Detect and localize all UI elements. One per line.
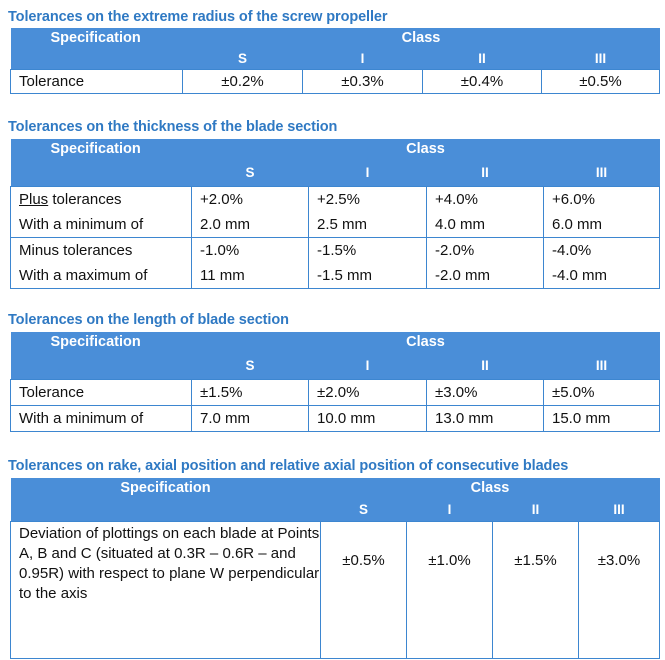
class-i-label: I [407,498,493,522]
value-iii: ±0.5% [542,70,660,94]
class-ii-label: II [423,48,542,70]
specification-header: Specification [11,139,192,159]
class-header: Class [192,332,660,352]
value-ii: ±3.0% [427,380,544,406]
table-row [11,212,660,238]
row-label: With a minimum of [11,406,192,432]
value-i: -1.5 mm [309,263,427,289]
table-extreme-radius [10,28,660,94]
value-ii: +4.0% [427,187,544,213]
value-s: ±1.5% [192,380,309,406]
class-labels-row [11,48,660,70]
value-i: ±1.0% [407,522,493,659]
section3-title: Tolerances on the length of blade section [8,312,289,328]
row-label: Tolerance [11,70,183,94]
class-header: Class [183,28,660,48]
section2-title: Tolerances on the thickness of the blade section [8,119,338,135]
table-row [11,406,660,432]
value-ii: 4.0 mm [427,212,544,238]
row-label: Deviation of plottings on each blade at Points A, B and C (situated at 0.3R – 0.6R – and 0.95R) with respect to plane W perpendicular to the axis [11,522,321,659]
value-iii: 15.0 mm [544,406,660,432]
class-iii-label: III [544,159,660,187]
value-s: 2.0 mm [192,212,309,238]
class-s-label: S [192,352,309,380]
value-s: -1.0% [192,238,309,264]
table-rake-axial-position [10,478,660,659]
class-s-label: S [321,498,407,522]
value-iii: -4.0% [544,238,660,264]
value-ii: 13.0 mm [427,406,544,432]
table-blade-length [10,332,660,432]
section1-title: Tolerances on the extreme radius of the screw propeller [8,9,388,25]
value-iii: 6.0 mm [544,212,660,238]
table-row [11,522,660,659]
class-s-label: S [183,48,303,70]
class-labels-row [11,498,660,522]
table-row [11,263,660,289]
value-iii: ±3.0% [579,522,660,659]
specification-header: Specification [11,28,183,48]
class-ii-label: II [493,498,579,522]
row-label: Tolerance [11,380,192,406]
plus-underlined: Plus [19,191,49,208]
value-i: 10.0 mm [309,406,427,432]
class-iii-label: III [542,48,660,70]
row-label [11,187,192,213]
class-header: Class [321,478,660,498]
value-s: 11 mm [192,263,309,289]
class-iii-label: III [544,352,660,380]
value-i: 2.5 mm [309,212,427,238]
class-i-label: I [309,159,427,187]
table-row [11,70,660,94]
row-label: Minus tolerances [11,238,192,264]
value-ii: -2.0 mm [427,263,544,289]
class-i-label: I [303,48,423,70]
value-ii: -2.0% [427,238,544,264]
table-row [11,380,660,406]
value-s: 7.0 mm [192,406,309,432]
table-header-row [11,139,660,159]
class-iii-label: III [579,498,660,522]
value-i: ±2.0% [309,380,427,406]
class-s-label: S [192,159,309,187]
class-ii-label: II [427,352,544,380]
value-ii: ±0.4% [423,70,542,94]
value-i: +2.5% [309,187,427,213]
table-blade-thickness [10,139,660,289]
specification-header: Specification [11,332,192,352]
class-labels-row [11,159,660,187]
class-ii-label: II [427,159,544,187]
value-iii: -4.0 mm [544,263,660,289]
row-label: With a maximum of [11,263,192,289]
value-i: ±0.3% [303,70,423,94]
class-labels-row [11,352,660,380]
table-header-row [11,28,660,48]
value-iii: ±5.0% [544,380,660,406]
value-iii: +6.0% [544,187,660,213]
specification-header: Specification [11,478,321,498]
class-i-label: I [309,352,427,380]
value-s: ±0.5% [321,522,407,659]
value-s: +2.0% [192,187,309,213]
value-ii: ±1.5% [493,522,579,659]
value-s: ±0.2% [183,70,303,94]
row-label-rest: tolerances [48,191,122,208]
table-header-row [11,332,660,352]
class-header: Class [192,139,660,159]
table-row [11,238,660,264]
value-i: -1.5% [309,238,427,264]
table-row [11,187,660,213]
table-header-row [11,478,660,498]
row-label: With a minimum of [11,212,192,238]
section4-title: Tolerances on rake, axial position and relative axial position of consecutive blades [8,458,569,474]
